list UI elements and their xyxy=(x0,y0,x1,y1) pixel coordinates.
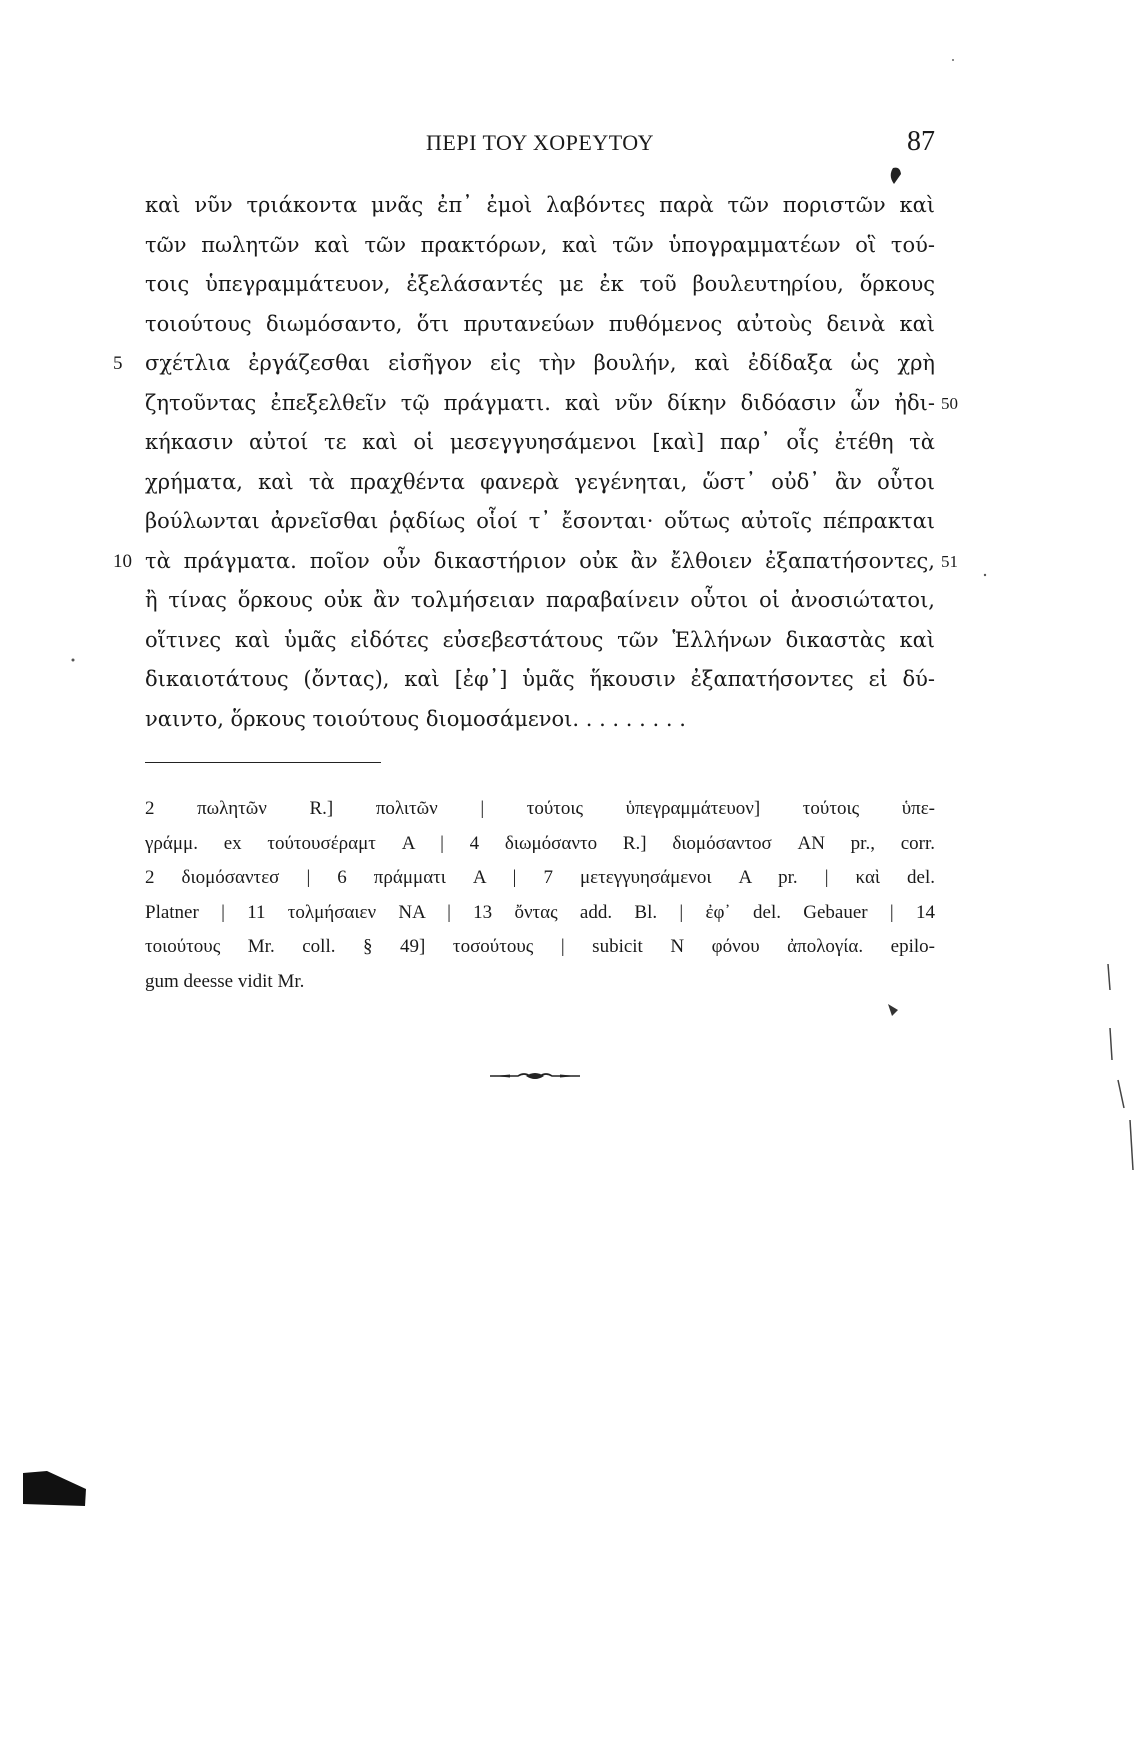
text-line-content: δικαιοτάτους (ὄντας), καὶ [ἐφ᾽] ὑμᾶς ἥκουσιν ἐξαπατήσοντες εἰ δύ- xyxy=(145,667,935,691)
text-line-content: τοις ὑπεγραμμάτευον, ἐξελάσαντές με ἐκ τοῦ βουλευτηρίου, ὅρκους xyxy=(145,272,935,296)
apparatus-line: τοιούτους Mr. coll. § 49] τοσούτους | subicit N φόνου ἀπολογία. epilo- xyxy=(145,936,935,957)
apparatus-line: gum deesse vidit Mr. xyxy=(145,970,305,992)
apparatus-line: 2 πωλητῶν R.] πολιτῶν | τούτοις ὑπεγραμμάτευον] τούτοις ὑπε- xyxy=(145,798,935,819)
line-number: 10 xyxy=(113,550,132,572)
apparatus-line: γράμμ. ex τούτουσέραμτ A | 4 διωμόσαντο R.] διομόσαντοσ AN pr., corr. xyxy=(145,832,935,854)
apparatus-line: Platner | 11 τολμήσαιεν NA | 13 ὄντας add. Bl. | ἐφ᾽ del. Gebauer | 14 xyxy=(145,901,935,923)
text-line-content: ναιντο, ὅρκους τοιούτους διομοσάμενοι. . . . . . . . . xyxy=(145,706,686,731)
section-number: 50 xyxy=(941,393,958,413)
text-line-content: οἵτινες καὶ ὑμᾶς εἰδότες εὐσεβεστάτους τῶν Ἑλλήνων δικαστὰς καὶ xyxy=(145,627,935,652)
text-line-content: τοιούτους διωμόσαντο, ὅτι πρυτανεύων πυθόμενος αὐτοὺς δεινὰ καὶ xyxy=(145,311,935,336)
running-title: ΠΕΡΙ ΤΟΥ ΧΟΡΕΥΤΟΥ xyxy=(426,130,654,155)
apparatus-line: 2 διομόσαντεσ | 6 πράμματι A | 7 μετεγγυησάμενοι A pr. | καὶ del. xyxy=(145,867,935,888)
text-line-content: βούλωνται ἀρνεῖσθαι ῥᾳδίως οἷοί τ᾽ ἔσονται· οὕτως αὐτοῖς πέπρακται xyxy=(145,509,935,533)
text-line-content: τὰ πράγματα. ποῖον οὖν δικαστήριον οὐκ ἂν ἔλθοιεν ἐξαπατήσοντες, xyxy=(145,548,935,573)
line-number: 5 xyxy=(113,353,123,374)
text-line-content: σχέτλια ἐργάζεσθαι εἰσῆγον εἰς τὴν βουλήν, καὶ ἐδίδαξα ὡς χρὴ xyxy=(145,351,935,375)
text-line-content: κήκασιν αὐτοί τε καὶ οἱ μεσεγγυησάμενοι [καὶ] παρ᾽ οἷς ἐτέθη τὰ xyxy=(145,430,935,454)
text-line-content: ζητοῦντας ἐπεξελθεῖν τῷ πράγματι. καὶ νῦν δίκην διδόασιν ὧν ἠδι- xyxy=(145,390,935,415)
page-number: 87 xyxy=(907,126,935,157)
text-line-content: χρήματα, καὶ τὰ πραχθέντα φανερὰ γεγένηται, ὥστ᾽ οὐδ᾽ ἂν οὗτοι xyxy=(145,469,935,494)
section-number: 51 xyxy=(941,551,958,571)
text-line-content: ἢ τίνας ὅρκους οὐκ ἂν τολμήσειαν παραβαίνειν οὗτοι οἱ ἀνοσιώτατοι, xyxy=(145,588,935,612)
text-line-content: καὶ νῦν τριάκοντα μνᾶς ἐπ᾽ ἐμοὶ λαβόντες παρὰ τῶν ποριστῶν καὶ xyxy=(145,193,935,217)
text-line-content: τῶν πωλητῶν καὶ τῶν πρακτόρων, καὶ τῶν ὑπογραμματέων οἳ τού- xyxy=(145,232,935,257)
